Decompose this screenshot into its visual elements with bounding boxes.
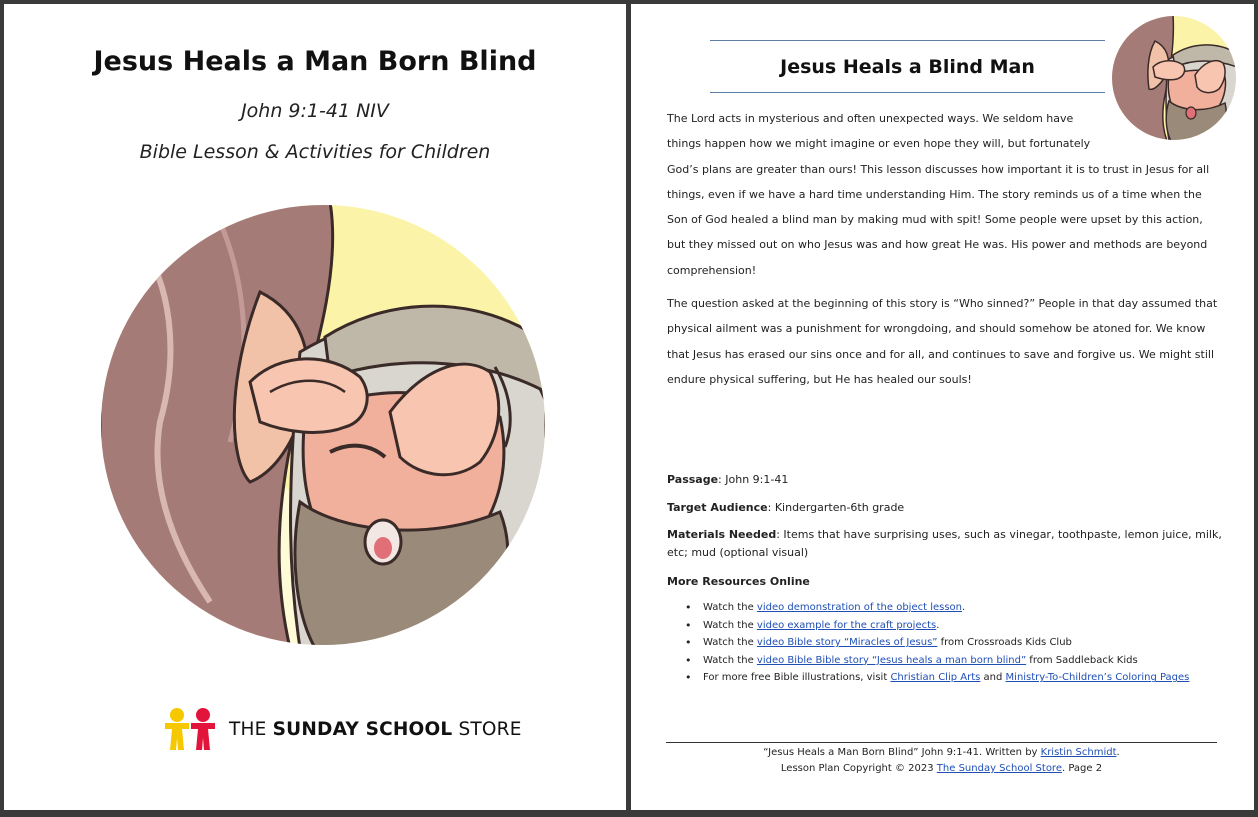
miracles-of-jesus-video-link[interactable]: video Bible story “Miracles of Jesus” bbox=[756, 637, 938, 649]
paper-people-icon bbox=[159, 706, 221, 752]
resources-heading: More Resources Online bbox=[667, 575, 810, 588]
cover-title: Jesus Heals a Man Born Blind bbox=[93, 46, 537, 77]
title-rule-bottom bbox=[710, 92, 1105, 93]
materials-info: Materials Needed: Items that have surprising uses, such as vinegar, toothpaste, lemon juice, milk, etc; mud (optional visual) bbox=[667, 528, 1222, 559]
list-item: • Watch the video demonstration of the object lesson. bbox=[685, 599, 1245, 617]
footer-line-2: Lesson Plan Copyright © 2023 The Sunday School Store. Page 2 bbox=[780, 763, 1103, 774]
resources-list bbox=[685, 599, 1245, 687]
object-lesson-video-link[interactable]: video demonstration of the object lesson bbox=[756, 602, 963, 613]
list-item: • Watch the video Bible Bible story “Jesus heals a man born blind” from Saddleback Kids bbox=[685, 652, 1245, 670]
craft-projects-video-link[interactable]: video example for the craft projects bbox=[756, 619, 937, 631]
lesson-page bbox=[631, 4, 1254, 810]
jesus-heals-blind-man-illustration bbox=[100, 202, 546, 648]
sunday-school-store-logo bbox=[159, 704, 522, 754]
cover-tagline: Bible Lesson & Activities for Children bbox=[139, 141, 491, 163]
intro-paragraph: The Lord acts in mysterious and often unexpected ways. We seldom have things happen how we might imagine or even hope they will, but fortunately God’s plans are greater than ours! This lesson discusses how important it is to trust in Jesus for all things, even if we have a hard time understanding Him. The story reminds us of a time when the Son of God healed a blind man by making mud with spit! Some people were upset by this action, but they missed out on who Jesus was and how great He was. His power and methods are beyond comprehension! bbox=[667, 112, 1210, 277]
christian-clip-arts-link[interactable]: Christian Clip Arts bbox=[890, 672, 981, 684]
footer-line-1: “Jesus Heals a Man Born Blind” John 9:1-41. Written by Kristin Schmidt. bbox=[763, 747, 1120, 758]
list-item: • For more free Bible illustrations, visit Christian Clip Arts and Ministry-To-Children’s Coloring Pages bbox=[685, 669, 1245, 687]
list-item: • Watch the video example for the craft projects. bbox=[685, 617, 1245, 635]
cover-scripture-reference: John 9:1-41 NIV bbox=[241, 100, 389, 122]
author-link[interactable]: Kristin Schmidt bbox=[1040, 747, 1117, 758]
list-item: • Watch the video Bible story “Miracles of Jesus” from Crossroads Kids Club bbox=[685, 634, 1245, 652]
question-paragraph: The question asked at the beginning of this story is “Who sinned?” People in that day assumed that physical ailment was a punishment for wrongdoing, and should somehow be atoned for. We know that Jesus has erased our sins once and for all, and continues to save and forgive us. We might still endure physical suffering, but He has healed our souls! bbox=[667, 297, 1218, 386]
brand-name: THE SUNDAY SCHOOL STORE bbox=[229, 718, 522, 740]
footer-rule bbox=[666, 742, 1217, 743]
jesus-heals-video-link[interactable]: video Bible Bible story “Jesus heals a man born blind” bbox=[756, 654, 1027, 666]
passage-info: Passage: John 9:1-41 bbox=[667, 473, 789, 486]
target-audience-info: Target Audience: Kindergarten-6th grade bbox=[667, 501, 905, 514]
store-link[interactable]: The Sunday School Store bbox=[936, 763, 1062, 774]
coloring-pages-link[interactable]: Ministry-To-Children’s Coloring Pages bbox=[1005, 672, 1190, 684]
cover-page bbox=[4, 4, 626, 810]
page-footer bbox=[666, 745, 1217, 777]
lesson-title: Jesus Heals a Blind Man bbox=[780, 56, 1035, 78]
title-rule-top bbox=[710, 40, 1105, 41]
